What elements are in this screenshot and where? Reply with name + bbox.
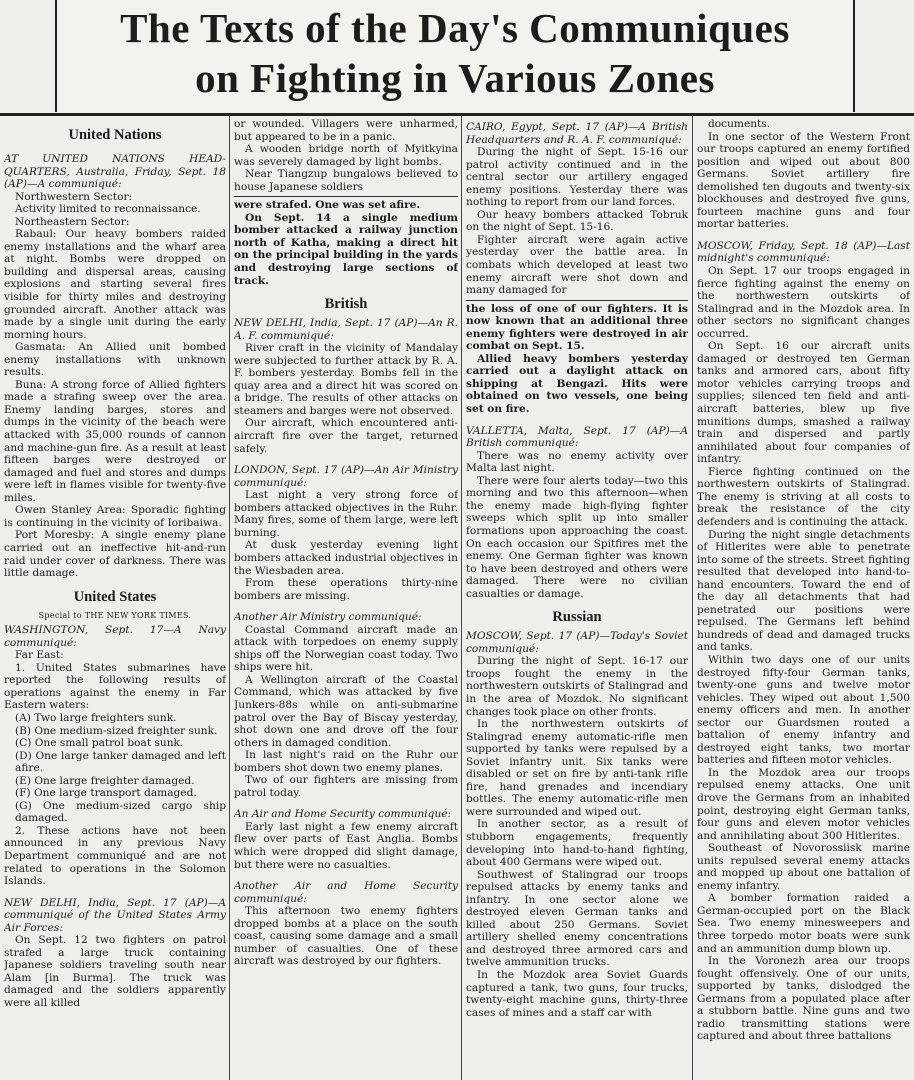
paragraph: In another sector, as a result of stubborn engagements, frequently developing into hand-to-hand fighting, about 400 Germans were wiped out.: [466, 818, 688, 869]
paragraph: This afternoon two enemy fighters dropped bombs at a place on the south coast, causing some damage and a small number of casualties. One of these aircraft was destroyed by our fighters.: [234, 905, 458, 968]
list-item: (G) One medium-sized cargo ship damaged.: [15, 799, 226, 825]
column-rule: [692, 116, 693, 1080]
paragraph: documents.: [708, 118, 771, 130]
paragraph: During the night single detachments of Hitlerites were able to penetrate into some of the streets. Street fighting resulted that developed into hand-to-hand encounters. Toward the end of the day all detachments that had penetrated our positions were repulsed. The Germans left behind hundreds of dead and damaged trucks and tanks.: [697, 528, 910, 654]
list-item: (A) Two large freighters sunk.: [15, 711, 177, 724]
divider: [234, 196, 458, 197]
paragraph: In the northwestern outskirts of Stalingrad enemy automatic-rifle men supported by tanks were repulsed by a Soviet infantry unit. Six tanks were disabled or set on fire by anti-tank rifle fire, hand grenades and incendiary bottles. The enemy automatic-rifle men were surrounded and wiped out.: [466, 718, 688, 818]
list-item: (D) One large tanker damaged and left afire.: [15, 749, 226, 775]
paragraph: Coastal Command aircraft made an attack with torpedoes on enemy supply ships off the Norwegian coast today. Two ships were hit.: [234, 623, 458, 674]
paragraph: Northeastern Sector:: [15, 215, 130, 228]
paragraph: Within two days one of our units destroyed fifty-four German tanks, twenty-one guns and twelve motor vehicles. They wiped out about 1,500 enemy officers and men. In another sector our Guardsmen routed a battalion of enemy infantry and destroyed eight tanks, two mortar batteries and fifteen motor vehicles.: [697, 653, 910, 767]
paragraph: There were four alerts today—two this morning and two this afternoon—when the enemy made high-flying fighter sweeps which split up into smaller formations upon approaching the coast. On each occasion our Spitfires met the enemy. One German fighter was known to have been destroyed and others were damaged. There were no civilian casualties or damage.: [466, 474, 688, 600]
dateline: NEW DELHI, India, Sept. 17 (AP)—A communiqué of the United States Army Air Forces:: [4, 896, 226, 934]
list-item: (F) One large transport damaged.: [15, 787, 197, 800]
paragraph: During the night of Sept. 16-17 our troops fought the enemy in the northwestern outskirts of Stalingrad and in the area of Mozdok. No significant changes took place on other fronts.: [466, 655, 688, 718]
paragraph: Buna: A strong force of Allied fighters made a strafing sweep over the area. Enemy landing barges, stores and dumps in the vicinity of the beach were attacked with 35,000 rounds of cannon and machine-gun fire. As a result at least fifteen barges were destroyed or damaged and fuel and stores and dumps were left in flames visible for twenty-five miles.: [4, 378, 226, 504]
paragraph: Port Moresby: A single enemy plane carried out an ineffective hit-and-run raid under cover of darkness. There was little damage.: [4, 529, 226, 580]
paragraph: On Sept. 17 our troops engaged in fierce fighting against the enemy on the northwestern outskirts of Stalingrad and in the Mozdok area. In other sectors no significant changes occurred.: [697, 265, 910, 340]
paragraph: Two of our fighters are missing from patrol today.: [234, 774, 458, 799]
section-heading-russian: Russian: [552, 609, 602, 626]
headline-line-1: The Texts of the Day's Communiques: [120, 5, 790, 51]
paragraph: 2. These actions have not been announced in any previous Navy Department communiqué and are not related to operations in the Solomon Islands.: [4, 824, 226, 888]
headline-rule: [0, 113, 914, 116]
special-credit: Special to THE NEW YORK TIMES.: [38, 610, 192, 620]
dateline: WASHINGTON, Sept. 17—A Navy communiqué:: [4, 624, 226, 649]
paragraph: A bomber formation raided a German-occupied port on the Black Sea. Two enemy minesweepers and three torpedo motor boats were sunk and an ammunition dump blown up.: [697, 892, 910, 955]
paragraph: Near Tiangzup bungalows believed to house Japanese soldiers: [234, 168, 458, 193]
paragraph: On Sept. 16 our aircraft units damaged or destroyed ten German tanks and armored cars, about fifty motor vehicles carrying troops and supplies; silenced ten field and anti-aircraft batteries, blew up five munitions dumps, smashed a railway train and dispersed and partly annihilated about four companies of infantry.: [697, 340, 910, 466]
paragraph: Fierce fighting continued on the northwestern outskirts of Stalingrad. The enemy is striving at all costs to break the resistance of the city defenders and is continuing the attack.: [697, 465, 910, 528]
paragraph: Early last night a few enemy aircraft flew over parts of East Anglia. Bombs which were dropped did slight damage, but there were no casualties.: [234, 820, 458, 871]
paragraph: 1. United States submarines have reported the following results of operations against the enemy in Far Eastern waters:: [4, 661, 226, 712]
dateline: CAIRO, Egypt, Sept. 17 (AP)—A British Headquarters and R. A. F. communiqué:: [466, 121, 688, 146]
paragraph: A Wellington aircraft of the Coastal Command, which was attacked by five Junkers-88s while on anti-submarine patrol over the Bay of Biscay yesterday, shot down one and drove off the four others in damaged condition.: [234, 673, 458, 749]
paragraph: Rabaul: Our heavy bombers raided enemy installations and the wharf area at night. Bombs were dropped on building and dispersal areas, causing explosions and starting several fires visible for thirty miles and destroying grounded aircraft. Another attack was made by a single unit during the early morning hours.: [4, 228, 226, 341]
dateline: MOSCOW, Friday, Sept. 18 (AP)—Last midnight's communiqué:: [697, 239, 910, 265]
column-4: [697, 118, 910, 1080]
paragraph: or wounded. Villagers were unharmed, but appeared to be in a panic.: [234, 118, 458, 143]
paragraph: Our heavy bombers attacked Tobruk on the night of Sept. 15-16.: [466, 208, 688, 234]
paragraph: Southwest of Stalingrad our troops repulsed attacks by enemy tanks and infantry. In one sector alone we destroyed eleven German tanks and killed about 250 Germans. Soviet artillery shelled enemy concentrations and destroyed three armored cars and twelve ammunition trucks.: [466, 868, 688, 969]
headline-box: [55, 0, 855, 112]
paragraph: were strafed. One was set afire.: [234, 199, 421, 212]
paragraph: Activity limited to reconnaissance.: [15, 203, 201, 216]
divider: [466, 300, 688, 301]
paragraph: In the Voronezh area our troops fought offensively. One of our units, supported by tanks, dislodged the Germans from a populated place after a stubborn battle. Nine guns and two radio transmitting stations were captured and about three battalions: [697, 955, 910, 1043]
column-1: [4, 118, 226, 1080]
dateline: MOSCOW, Sept. 17 (AP)—Today's Soviet communiqué:: [466, 630, 688, 655]
dateline: Another Air Ministry communiqué:: [234, 611, 422, 624]
section-heading-united-nations: United Nations: [68, 127, 162, 143]
list-item: (C) One small patrol boat sunk.: [15, 737, 184, 750]
headline-line-2: on Fighting in Various Zones: [195, 55, 715, 101]
paragraph: From these operations thirty-nine bombers are missing.: [234, 577, 458, 602]
dateline: LONDON, Sept. 17 (AP)—An Air Ministry communiqué:: [234, 464, 458, 489]
paragraph: Southeast of Novorossiisk marine units repulsed several enemy attacks and mopped up about one battalion of enemy infantry.: [697, 842, 910, 892]
dateline: An Air and Home Security communiqué:: [234, 808, 452, 821]
paragraph: Gasmata: An Allied unit bombed enemy installations with unknown results.: [4, 341, 226, 379]
section-heading-united-states: United States: [73, 588, 157, 605]
paragraph: In last night's raid on the Ruhr our bombers shot down two enemy planes.: [234, 749, 458, 774]
paragraph: A wooden bridge north of Myitkyina was severely damaged by light bombs.: [234, 143, 458, 168]
paragraph: Northwestern Sector:: [15, 190, 133, 203]
dateline: NEW DELHI, India, Sept. 17 (AP)—An R. A. F. communiqué:: [234, 317, 458, 342]
column-rule: [461, 116, 462, 1080]
paragraph: Far East:: [15, 649, 64, 662]
list-item: (E) One large freighter damaged.: [15, 774, 195, 787]
paragraph: In the Mozdok area our troops repulsed enemy attacks. One unit drove the Germans from an inhabited point, destroying eight German tanks, four guns and eleven motor vehicles and annihilating about 300 Hitlerites.: [697, 766, 910, 842]
column-3: [466, 118, 688, 1080]
paragraph: On Sept. 12 two fighters on patrol strafed a large truck containing Japanese soldiers traveling south near Alam [in Burma]. The truck was damaged and the soldiers apparently were all killed: [4, 934, 226, 1009]
paragraph: Our aircraft, which encountered anti-aircraft fire over the target, returned safely.: [234, 417, 458, 455]
section-heading-british: British: [324, 296, 368, 313]
dateline: VALLETTA, Malta, Sept. 17 (AP)—A British communiqué:: [466, 424, 688, 450]
paragraph: During the night of Sept. 15-16 our patrol activity continued and in the central sector our artillery engaged enemy positions. Yesterday there was nothing to report from our land forces.: [466, 146, 688, 209]
paragraph: On Sept. 14 a single medium bomber attacked a railway junction north of Katha, making a direct hit on the principal building in the yards and destroying large sections of track.: [234, 211, 458, 287]
paragraph: the loss of one of our fighters. It is now known that an additional three enemy fighters were destroyed in air combat on Sept. 15.: [466, 302, 688, 353]
dateline: Another Air and Home Security communiqué:: [234, 880, 458, 905]
paragraph: At dusk yesterday evening light bombers attacked industrial objectives in the Wiesbaden area.: [234, 539, 458, 577]
paragraph: Last night a very strong force of bombers attacked objectives in the Ruhr. Many fires, some of them large, were left burning.: [234, 489, 458, 539]
paragraph: In the Mozdok area Soviet Guards captured a tank, two guns, four trucks, twenty-eight machine guns, thirty-three cases of mines and a staff car with: [466, 969, 688, 1019]
paragraph: There was no enemy activity over Malta last night.: [466, 449, 688, 475]
column-2: [234, 118, 458, 1080]
paragraph: Allied heavy bombers yesterday carried out a daylight attack on shipping at Bengazi. Hits were obtained on two vessels, one being set on fire.: [466, 352, 688, 416]
column-rule: [229, 116, 230, 1080]
paragraph: Owen Stanley Area: Sporadic fighting is continuing in the vicinity of Ioribaiwa.: [4, 504, 226, 529]
paragraph: Fighter aircraft were again active yesterday over the battle area. In combats which developed at least two enemy aircraft were shot down and many damaged for: [466, 233, 688, 297]
paragraph: In one sector of the Western Front our troops captured an enemy fortified position and wiped out about 800 Germans. Soviet artillery fire demolished ten dugouts and twenty-six blockhouses and destroyed five guns, fourteen machine guns and four mortar batteries.: [697, 130, 910, 231]
list-item: (B) One medium-sized freighter sunk.: [15, 724, 218, 737]
paragraph: River craft in the vicinity of Mandalay were subjected to further attack by R. A. F. bombers yesterday. Bombs fell in the quay area and a direct hit was scored on a bridge. The results of other attacks on steamers and barges were not observed.: [234, 342, 458, 417]
dateline: AT UNITED NATIONS HEAD-QUARTERS, Australia, Friday, Sept. 18 (AP)—A communiqué:: [4, 153, 226, 191]
